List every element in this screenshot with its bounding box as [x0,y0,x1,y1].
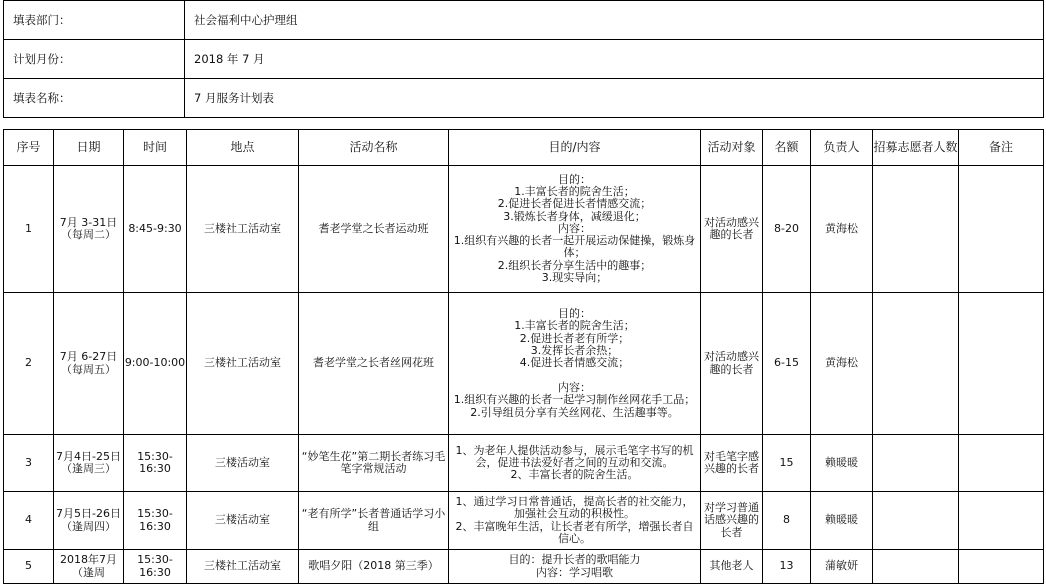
content-line: 2.促进长者老有所学； [519,331,630,345]
content-line: 1.丰富长者的院舍生活； [514,319,635,333]
cell-leader: 赖暖暖 [811,435,873,492]
cell-content [449,293,701,435]
content-line: 1、为老年人提供活动参与，展示毛笔字书写的机会，促进书法爱好者之间的互动和交流。 [455,443,694,469]
cell-no: 2 [4,293,54,435]
info-value: 社会福利中心护理组 [185,1,1044,40]
header-target: 活动对象 [701,130,763,166]
cell-date: 7月5日-26日（逢周四） [54,492,124,550]
header-row [4,130,1044,166]
cell-quota: 6-15 [763,293,811,435]
cell-quota: 8 [763,492,811,550]
content-line: 1.丰富长者的院舍生活； [514,184,635,198]
cell-target: 对学习普通话感兴趣的长者 [701,492,763,550]
cell-place: 三楼社工活动室 [187,550,299,584]
cell-volunteers [873,293,959,435]
cell-volunteers [873,435,959,492]
cell-place: 三楼活动室 [187,492,299,550]
cell-leader: 赖暖暖 [811,492,873,550]
cell-time: 15:30-16:30 [124,550,187,584]
cell-place: 三楼社工活动室 [187,293,299,435]
content-line: 3.现实导向； [541,271,608,285]
cell-no: 1 [4,166,54,293]
content-line: 4.促进长者情感交流； [519,356,630,370]
cell-leader: 黄海松 [811,166,873,293]
cell-quota: 8-20 [763,166,811,293]
header-no: 序号 [4,130,54,166]
content-line: 1.组织有兴趣的长者一起开展运动保健操，锻炼身体； [453,234,696,260]
cell-no: 3 [4,435,54,492]
cell-leader: 黄海松 [811,293,873,435]
cell-volunteers [873,166,959,293]
cell-quota: 13 [763,550,811,584]
content-line: 2、丰富晚年生活，让长者老有所学，增强长者自信心。 [455,519,694,545]
cell-remark [959,166,1044,293]
table-row [4,492,1044,550]
info-label: 填表部门： [4,1,185,40]
cell-time: 9:00-10:00 [124,293,187,435]
content-line: 1.组织有兴趣的长者一起学习制作丝网花手工品； [453,393,696,407]
info-value: 7 月服务计划表 [185,79,1044,118]
content-line: 2.引导组员分享有关丝网花、生活趣事等。 [470,405,679,419]
info-value: 2018 年 7 月 [185,40,1044,79]
cell-target: 对毛笔字感兴趣的长者 [701,435,763,492]
cell-activity-name: 耆老学堂之长者丝网花班 [299,293,449,435]
header-volunteers: 招募志愿者人数 [873,130,959,166]
cell-target: 其他老人 [701,550,763,584]
header-content: 目的/内容 [449,130,701,166]
content-line: 2.组织长者分享生活中的趣事； [497,258,652,272]
cell-date: 2018年7月（逢周 [54,550,124,584]
cell-date: 7月4日-25日（逢周三） [54,435,124,492]
info-label: 计划月份： [4,40,185,79]
header-place: 地点 [187,130,299,166]
cell-time: 15:30-16:30 [124,492,187,550]
cell-time: 15:30-16:30 [124,435,187,492]
content-line: 2、丰富长者的院舍生活。 [510,468,639,482]
cell-remark [959,293,1044,435]
cell-target: 对活动感兴趣的长者 [701,166,763,293]
cell-date: 7月 3-31日（每周二） [54,166,124,293]
content-line: 3.发挥长者余热； [530,344,619,358]
table-row [4,550,1044,584]
header-activity-name: 活动名称 [299,130,449,166]
info-row-month [4,40,1044,79]
cell-time: 8:45-9:30 [124,166,187,293]
cell-no: 5 [4,550,54,584]
cell-target: 对活动感兴趣的长者 [701,293,763,435]
content-line: 内容： [558,380,591,394]
cell-no: 4 [4,492,54,550]
cell-activity-name: “妙笔生花”第二期长者练习毛笔字常规活动 [299,435,449,492]
cell-remark [959,492,1044,550]
header-remark: 备注 [959,130,1044,166]
info-table [3,0,1044,118]
cell-content [449,435,701,492]
content-line: 内容：学习唱歌 [536,565,613,579]
info-row-department [4,1,1044,40]
cell-content [449,550,701,584]
cell-place: 三楼社工活动室 [187,166,299,293]
header-time: 时间 [124,130,187,166]
cell-content [449,492,701,550]
cell-remark [959,550,1044,584]
info-row-form-name [4,79,1044,118]
cell-place: 三楼活动室 [187,435,299,492]
header-leader: 负责人 [811,130,873,166]
content-line: 目的： [558,172,591,186]
cell-volunteers [873,550,959,584]
content-line: 目的： [558,307,591,321]
cell-leader: 蒲敏妍 [811,550,873,584]
content-line: 2.促进长者促进长者情感交流； [497,197,652,211]
cell-date: 7月 6-27日（每周五） [54,293,124,435]
info-label: 填表名称： [4,79,185,118]
service-plan-table [3,129,1044,584]
content-line: 3.锻炼长者身体，减缓退化； [503,209,646,223]
cell-content [449,166,701,293]
content-line: 目的：提升长者的歌唱能力 [508,553,641,567]
cell-quota: 15 [763,435,811,492]
table-row [4,166,1044,293]
content-line: 1、通过学习日常普通话，提高长者的社交能力，加强社会互动的积极性。 [455,494,694,521]
cell-remark [959,435,1044,492]
header-date: 日期 [54,130,124,166]
content-line: 内容： [558,221,591,235]
header-quota: 名额 [763,130,811,166]
table-row [4,293,1044,435]
table-row [4,435,1044,492]
cell-activity-name: “老有所学”长者普通话学习小组 [299,492,449,550]
cell-activity-name: 耆老学堂之长者运动班 [299,166,449,293]
cell-volunteers [873,492,959,550]
cell-activity-name: 歌唱夕阳（2018 第三季） [299,550,449,584]
